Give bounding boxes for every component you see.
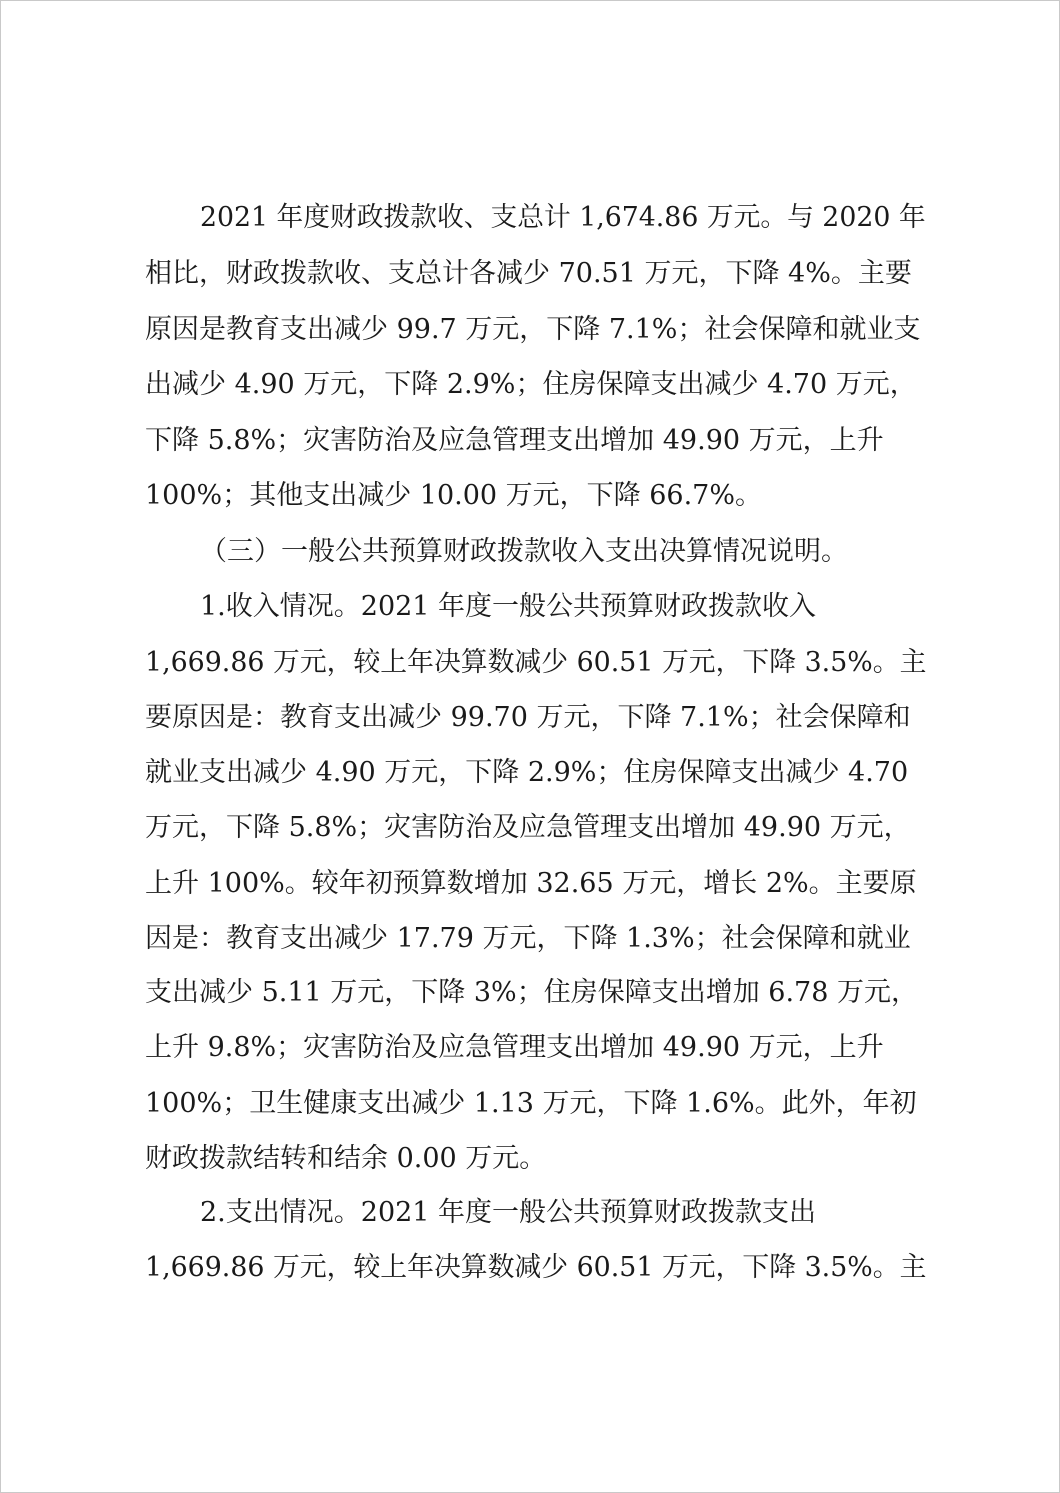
text-line: 2021 年度财政拨款收、支总计 1,674.86 万元。与 2020 年: [200, 202, 926, 233]
text-line: 下降 5.8%；灾害防治及应急管理支出增加 49.90 万元，上升: [145, 425, 884, 456]
text-line: 上升 100%。较年初预算数增加 32.65 万元，增长 2%。主要原: [145, 868, 917, 899]
text-line: 就业支出减少 4.90 万元，下降 2.9%；住房保障支出减少 4.70: [145, 757, 909, 788]
text-line: 财政拨款结转和结余 0.00 万元。: [145, 1143, 547, 1174]
text-line: 因是：教育支出减少 17.79 万元，下降 1.3%；社会保障和就业: [145, 923, 911, 954]
section-heading: （三）一般公共预算财政拨款收入支出决算情况说明。: [200, 536, 848, 567]
text-line: 原因是教育支出减少 99.7 万元，下降 7.1%；社会保障和就业支: [145, 314, 921, 345]
text-line: 万元，下降 5.8%；灾害防治及应急管理支出增加 49.90 万元，: [145, 812, 911, 843]
text-line: 相比，财政拨款收、支总计各减少 70.51 万元，下降 4%。主要: [145, 258, 912, 289]
text-line: 1,669.86 万元，较上年决算数减少 60.51 万元，下降 3.5%。主: [145, 647, 927, 678]
text-line: 支出减少 5.11 万元，下降 3%；住房保障支出增加 6.78 万元，: [145, 977, 918, 1008]
text-line: 上升 9.8%；灾害防治及应急管理支出增加 49.90 万元，上升: [145, 1032, 884, 1063]
text-line: 1.收入情况。2021 年度一般公共预算财政拨款收入: [200, 591, 817, 622]
text-line: 1,669.86 万元，较上年决算数减少 60.51 万元，下降 3.5%。主: [145, 1252, 927, 1283]
text-line: 出减少 4.90 万元，下降 2.9%；住房保障支出减少 4.70 万元，: [145, 369, 917, 400]
text-line: 要原因是：教育支出减少 99.70 万元，下降 7.1%；社会保障和: [145, 702, 911, 733]
text-line: 2.支出情况。2021 年度一般公共预算财政拨款支出: [200, 1197, 817, 1228]
text-line: 100%；其他支出减少 10.00 万元，下降 66.7%。: [145, 480, 763, 511]
text-line: 100%；卫生健康支出减少 1.13 万元，下降 1.6%。此外，年初: [145, 1088, 917, 1119]
